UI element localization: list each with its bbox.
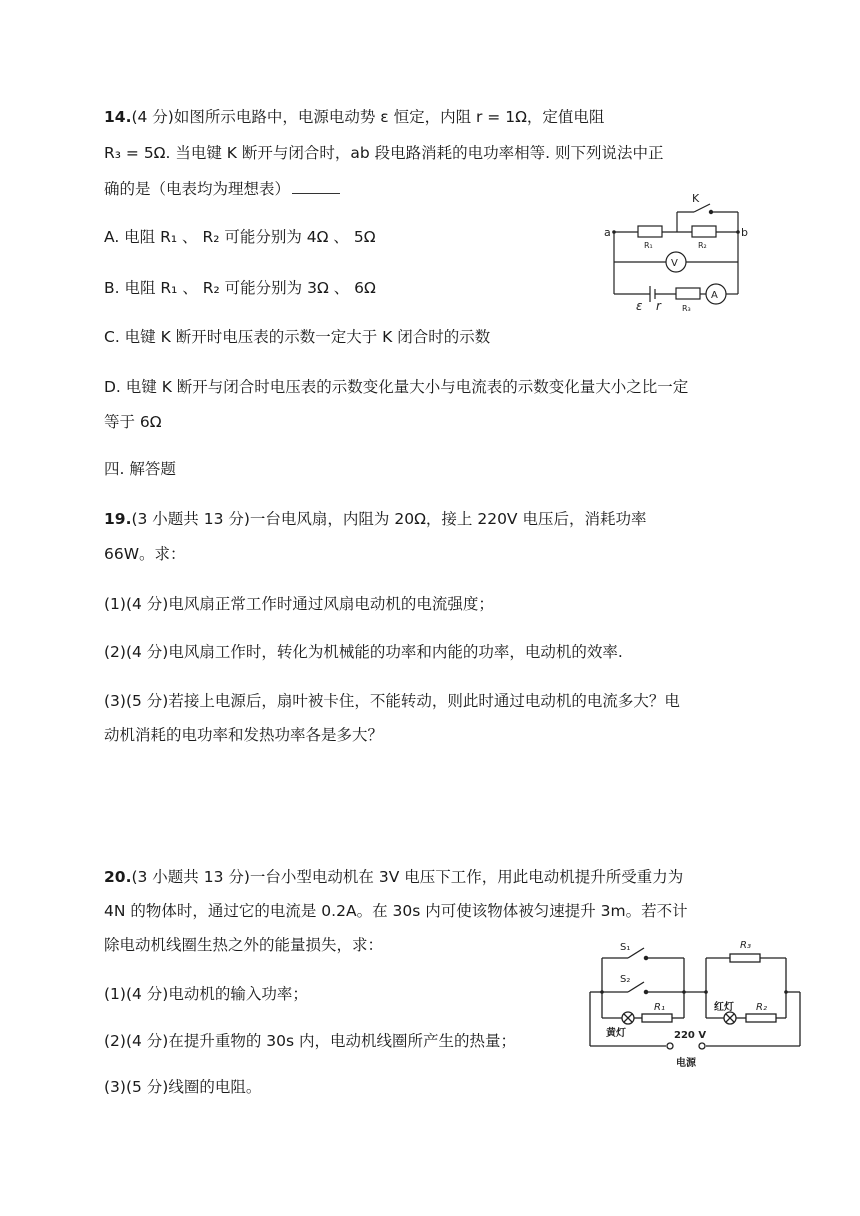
q20-text-1: (3 小题共 13 分)一台小型电动机在 3V 电压下工作，用此电动机提升所受重力为 <box>131 868 684 886</box>
ammeter-icon: A <box>711 290 718 301</box>
q19-part2: (2)(4 分)电风扇工作时，转化为机械能的功率和内能的功率，电动机的效率. <box>104 643 623 661</box>
q20-switch-s2: S₂ <box>620 974 631 985</box>
red-lamp-label: 红灯 <box>714 1002 734 1013</box>
q20-circuit-diagram <box>580 936 810 1076</box>
q14-node-b: b <box>741 226 748 239</box>
q20-r3-label: R₃ <box>740 940 751 951</box>
section-heading: 四. 解答题 <box>104 460 176 478</box>
q14-circuit-diagram <box>600 186 750 316</box>
q20-line3: 除电动机线圈生热之外的能量损失，求： <box>104 936 384 954</box>
q20-part3: (3)(5 分)线圈的电阻。 <box>104 1078 262 1096</box>
voltage-label: 220 V <box>674 1030 707 1041</box>
q20-line1 <box>104 866 683 888</box>
q19-number: 19. <box>104 510 132 528</box>
q14-option-b: B. 电阻 R₁ 、 R₂ 可能分别为 3Ω 、 6Ω <box>104 279 376 297</box>
q20-part1: (1)(4 分)电动机的输入功率； <box>104 985 308 1003</box>
answer-blank[interactable] <box>292 179 340 194</box>
q14-option-d-line2: 等于 6Ω <box>104 413 162 431</box>
q19-line2: 66W。求： <box>104 545 186 563</box>
q14-line3 <box>104 178 340 200</box>
q14-text-1: (4 分)如图所示电路中，电源电动势 ε 恒定，内阻 r = 1Ω，定值电阻 <box>131 108 605 126</box>
q14-option-d-line1: D. 电键 K 断开与闭合时电压表的示数变化量大小与电流表的示数变化量大小之比一定 <box>104 378 689 396</box>
q19-line1 <box>104 508 646 530</box>
q14-line1 <box>104 106 604 128</box>
yellow-lamp-label: 黄灯 <box>606 1028 626 1039</box>
voltmeter-icon: V <box>671 258 678 269</box>
q14-number: 14. <box>104 108 132 126</box>
q14-r3-label: R₃ <box>682 304 691 313</box>
q19-part3-line2: 动机消耗的电功率和发热功率各是多大？ <box>104 726 384 744</box>
q14-option-a: A. 电阻 R₁ 、 R₂ 可能分别为 4Ω 、 5Ω <box>104 228 376 246</box>
q20-switch-s1: S₁ <box>620 942 631 953</box>
q20-part2: (2)(4 分)在提升重物的 30s 内，电动机线圈所产生的热量； <box>104 1032 516 1050</box>
q14-text-3: 确的是（电表均为理想表） <box>104 180 291 198</box>
q19-part1: (1)(4 分)电风扇正常工作时通过风扇电动机的电流强度； <box>104 595 494 613</box>
q20-r1-label: R₁ <box>654 1002 665 1013</box>
q19-text-1: (3 小题共 13 分)一台电风扇，内阻为 20Ω，接上 220V 电压后，消耗功率 <box>131 510 647 528</box>
q14-r1-label: R₁ <box>644 241 653 250</box>
q14-emf-label: ε <box>636 299 643 313</box>
q14-switch-k: K <box>692 192 700 205</box>
q14-node-a: a <box>604 226 611 239</box>
q14-internal-r-label: r <box>656 299 661 313</box>
q20-line2: 4N 的物体时，通过它的电流是 0.2A。在 30s 内可使该物体被匀速提升 3m。若不计 <box>104 902 688 920</box>
q19-part3-line1: (3)(5 分)若接上电源后，扇叶被卡住，不能转动，则此时通过电动机的电流多大？电 <box>104 692 680 710</box>
q14-line2: R₃ = 5Ω. 当电键 K 断开与闭合时，ab 段电路消耗的电功率相等. 则下列说法中正 <box>104 144 664 162</box>
q20-number: 20. <box>104 868 132 886</box>
q20-r2-label: R₂ <box>756 1002 767 1013</box>
q14-r2-label: R₂ <box>698 241 707 250</box>
q14-option-c: C. 电键 K 断开时电压表的示数一定大于 K 闭合时的示数 <box>104 328 491 346</box>
power-source-label: 电源 <box>676 1058 696 1069</box>
